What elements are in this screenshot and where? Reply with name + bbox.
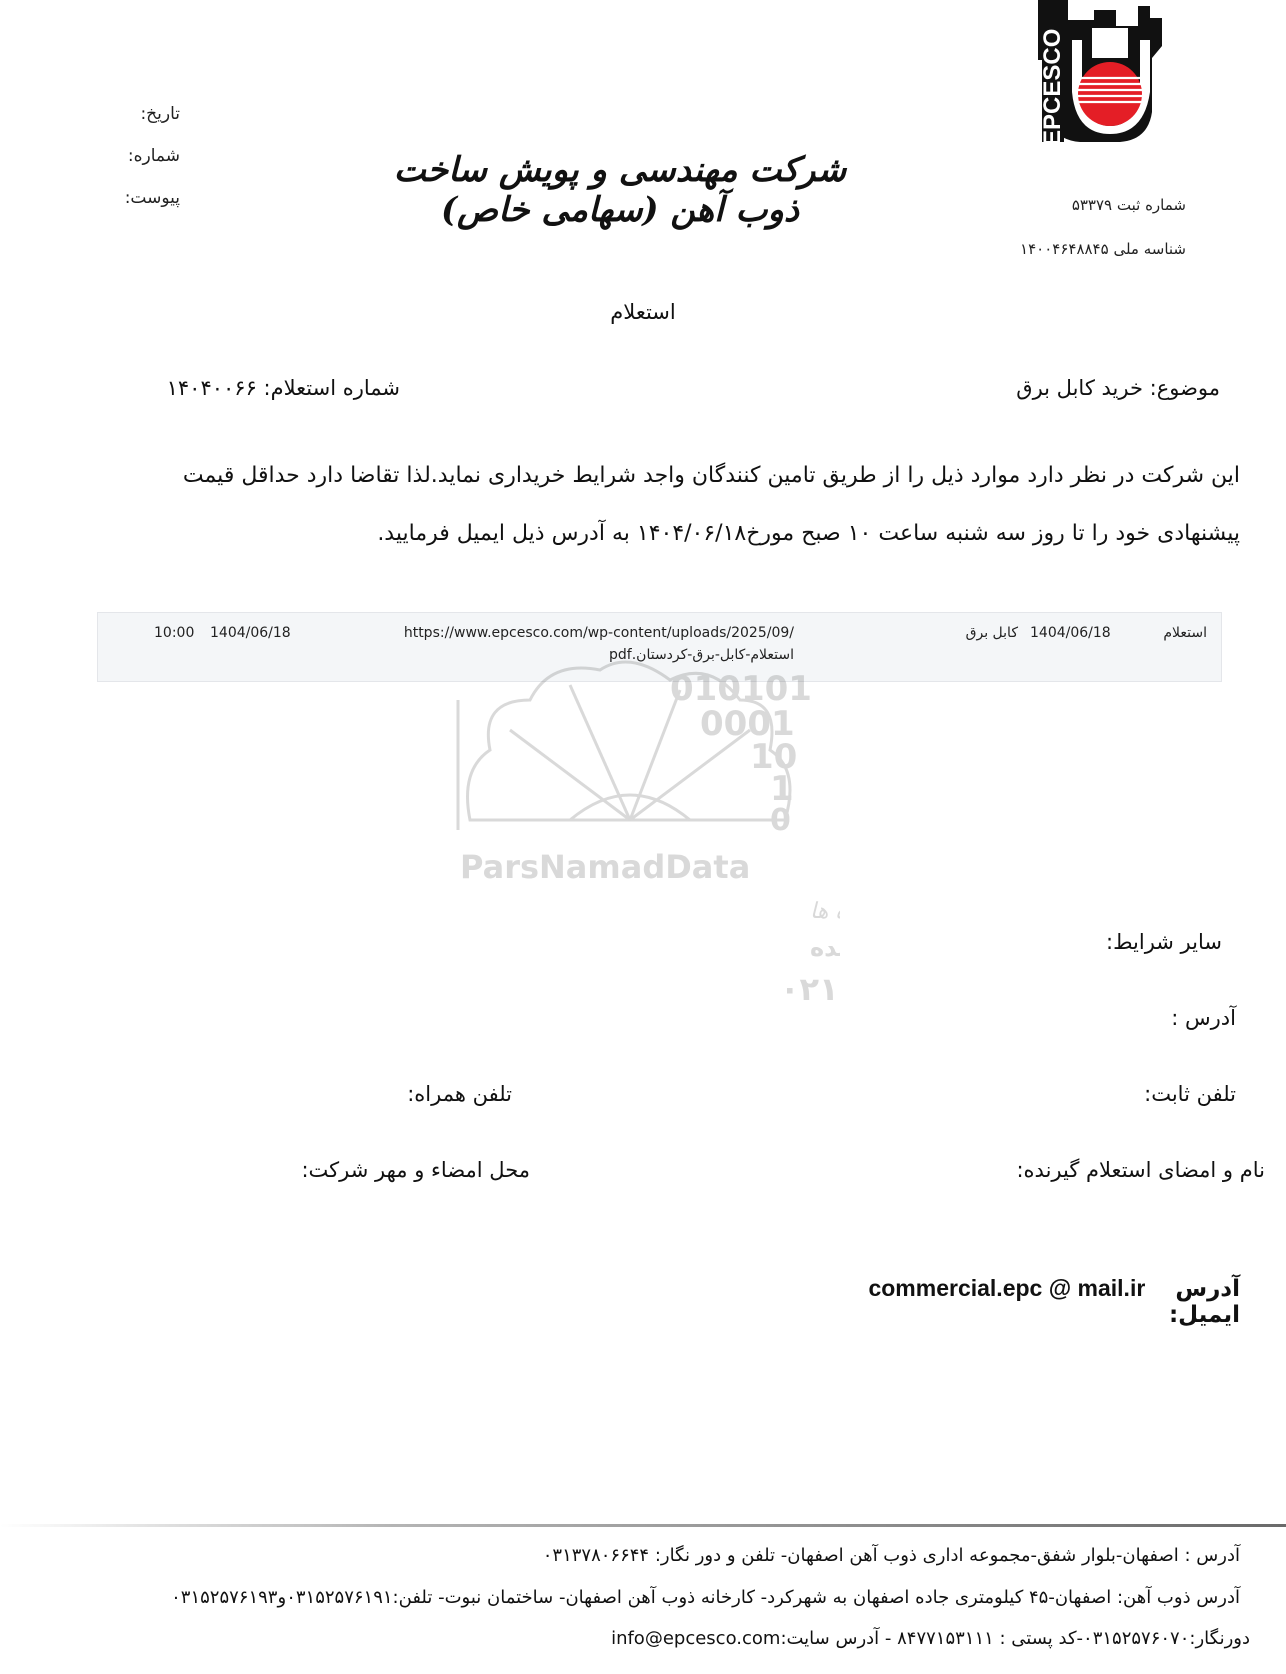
watermark-line-2: ده [810, 934, 839, 962]
cell-url-line-2[interactable]: استعلام-کابل-برق-کردستان.pdf [609, 647, 794, 663]
cell-url[interactable] [336, 625, 794, 663]
watermark-phone: ۰۲۱ [780, 970, 839, 1008]
footer-address-office: آدرس : اصفهان-بلوار شفق-مجموعه اداری ذوب آهن اصفهان- تلفن و دور نگار: ۰۳۱۳۷۸۰۶۶۴۴ [542, 1545, 1240, 1566]
email-row [790, 1275, 1240, 1328]
body-line-1: این شرکت در نظر دارد موارد ذیل را از طریق تامین کنندگان واجد شرایط خریداری نماید.لذا تقاضا دارد حداقل قیمت [182, 463, 1240, 488]
logo-text: EPCESCO [1039, 28, 1066, 146]
cell-deadline-date: 1404/06/18 [210, 625, 291, 641]
email-label: آدرس ایمیل: [1168, 1276, 1240, 1328]
cell-deadline-time: 10:00 [154, 625, 195, 641]
cell-url-line-1[interactable]: https://www.epcesco.com/wp-content/uploads/2025/09/ [403, 625, 794, 641]
watermark-digits-5: 0 [770, 803, 791, 838]
mobile-label: تلفن همراه: [407, 1082, 512, 1106]
number-label: شماره: [127, 146, 180, 166]
watermark-brand: ParsNamadData [460, 848, 751, 886]
body-text [80, 447, 1240, 563]
recipient-signature-label: نام و امضای استعلام گیرنده: [1016, 1158, 1265, 1182]
footer-divider [0, 1524, 1286, 1527]
landline-label: تلفن ثابت: [1144, 1082, 1236, 1106]
watermark-digits-1: 010101 [670, 669, 812, 709]
company-logo [1038, 0, 1184, 148]
cell-type: استعلام [1163, 625, 1207, 641]
national-id: شناسه ملی ۱۴۰۰۴۶۴۸۸۴۵ [1020, 240, 1186, 258]
watermark-digits-3: 10 [750, 737, 798, 777]
subject: موضوع: خرید کابل برق [1016, 376, 1220, 400]
company-seal-label: محل امضاء و مهر شرکت: [301, 1158, 530, 1182]
registration-number: شماره ثبت ۵۳۳۷۹ [1071, 196, 1186, 214]
document-title: استعلام [610, 300, 676, 324]
other-conditions-label: سایر شرایط: [1106, 930, 1222, 954]
email-value[interactable]: commercial.epc @ mail.ir [868, 1275, 1146, 1301]
date-label: تاریخ: [140, 104, 180, 124]
watermark-digits-4: 1 [770, 769, 794, 809]
watermark [450, 660, 840, 1010]
inquiry-number: شماره استعلام: ۱۴۰۴۰۰۶۶ [166, 376, 400, 400]
footer-address-plant: آدرس ذوب آهن: اصفهان-۴۵ کیلومتری جاده اصفهان به شهرکرد- کارخانه ذوب آهن اصفهان- ساختمان نبوت- تلفن:۰۳۱۵۲۵۷۶۱۹۱و۰۳۱۵۲۵۷۶۱۹۳ [171, 1587, 1240, 1608]
cell-date: 1404/06/18 [1030, 625, 1111, 641]
footer-contact: دورنگار:۰۳۱۵۲۵۷۶۰۷۰-کد پستی : ۸۴۷۷۱۵۳۱۱۱ - آدرس سایت:info@epcesco.com [611, 1628, 1250, 1649]
watermark-line-1: ها [810, 899, 829, 924]
cell-subject: کابل برق [965, 625, 1018, 641]
watermark-digits-2: 0001 [700, 704, 795, 744]
body-line-2: پیشنهادی خود را تا روز سه شنبه ساعت ۱۰ صبح مورخ۱۴۰۴/۰۶/۱۸ به آدرس ذیل ایمیل فرمایید. [377, 521, 1240, 546]
company-name: شرکت مهندسی و پویش ساخت ذوب آهن (سهامی خاص) [393, 150, 847, 230]
attachment-label: پیوست: [124, 188, 180, 208]
address-label: آدرس : [1171, 1006, 1236, 1030]
